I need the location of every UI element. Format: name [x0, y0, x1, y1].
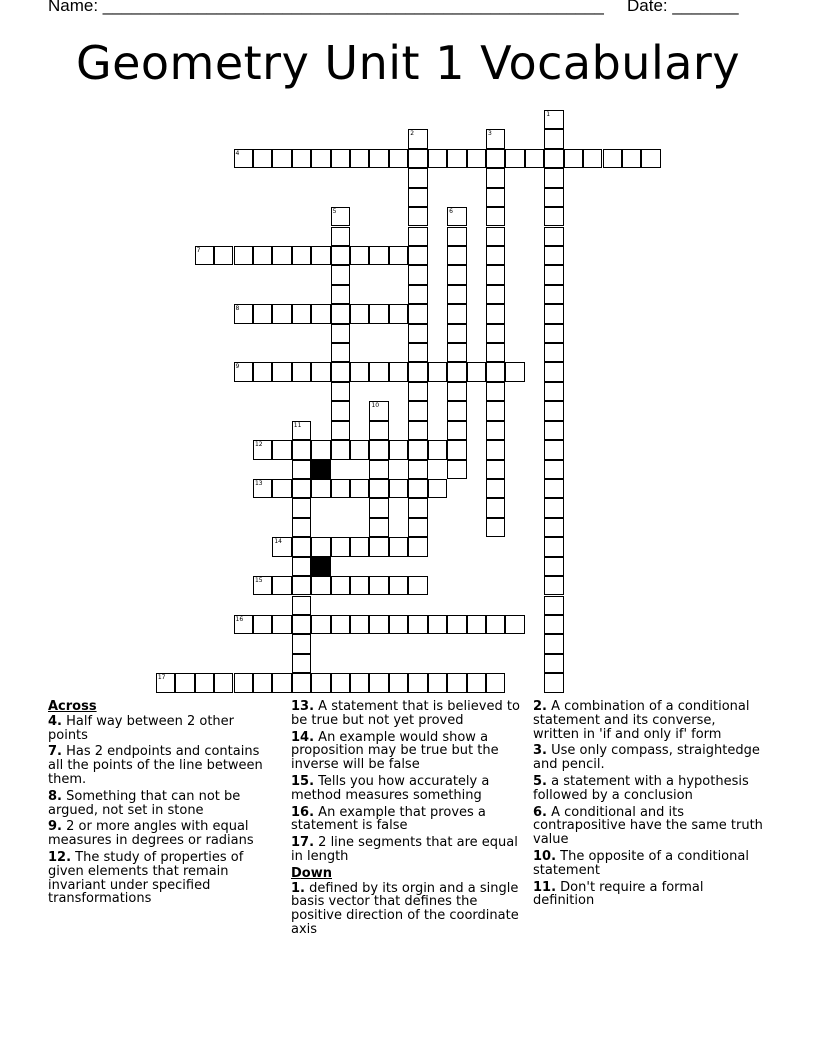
- crossword-cell[interactable]: [408, 324, 427, 343]
- crossword-cell[interactable]: [272, 246, 291, 265]
- crossword-cell[interactable]: [641, 149, 660, 168]
- crossword-cell[interactable]: [292, 596, 311, 615]
- crossword-cell[interactable]: [389, 149, 408, 168]
- crossword-cell[interactable]: [292, 440, 311, 459]
- crossword-cell[interactable]: [272, 673, 291, 692]
- crossword-cell[interactable]: [544, 421, 563, 440]
- crossword-cell[interactable]: [331, 246, 350, 265]
- crossword-cell[interactable]: [369, 537, 388, 556]
- clue-column-2: [291, 700, 523, 940]
- crossword-cell[interactable]: [428, 362, 447, 381]
- crossword-cell[interactable]: [292, 634, 311, 653]
- crossword-cell[interactable]: [369, 479, 388, 498]
- crossword-cell[interactable]: [486, 188, 505, 207]
- crossword-cell[interactable]: [350, 537, 369, 556]
- crossword-cell[interactable]: [389, 304, 408, 323]
- crossword-cell[interactable]: [408, 304, 427, 323]
- crossword-cell[interactable]: [544, 149, 563, 168]
- crossword-cell[interactable]: [467, 615, 486, 634]
- crossword-cell[interactable]: [486, 149, 505, 168]
- crossword-cell[interactable]: [272, 362, 291, 381]
- crossword-cell[interactable]: [544, 634, 563, 653]
- crossword-cell[interactable]: [544, 304, 563, 323]
- crossword-cell[interactable]: [350, 362, 369, 381]
- crossword-cell[interactable]: [311, 362, 330, 381]
- crossword-cell[interactable]: [408, 498, 427, 517]
- crossword-cell[interactable]: [253, 576, 272, 595]
- crossword-cell[interactable]: [331, 149, 350, 168]
- crossword-cell[interactable]: [622, 149, 641, 168]
- crossword-cell[interactable]: [583, 149, 602, 168]
- clue-down-5: 5. a statement with a hypothesis followed by a conclusion: [533, 773, 749, 803]
- crossword-cell[interactable]: [253, 479, 272, 498]
- crossword-cell[interactable]: [331, 479, 350, 498]
- clue-down-3: 3. Use only compass, straightedge and pencil.: [533, 743, 760, 773]
- crossword-cell[interactable]: [486, 518, 505, 537]
- crossword-cell[interactable]: [389, 537, 408, 556]
- crossword-cell[interactable]: [486, 673, 505, 692]
- crossword-block: [311, 460, 330, 479]
- crossword-cell[interactable]: [389, 479, 408, 498]
- crossword-cell[interactable]: [447, 246, 466, 265]
- crossword-cell[interactable]: [544, 265, 563, 284]
- page-title: Geometry Unit 1 Vocabulary: [75, 36, 741, 90]
- crossword-cell[interactable]: [369, 460, 388, 479]
- crossword-cell[interactable]: [544, 362, 563, 381]
- crossword-cell[interactable]: [389, 673, 408, 692]
- crossword-cell[interactable]: [486, 168, 505, 187]
- crossword-block: [311, 557, 330, 576]
- clue-across-7: 7. Has 2 endpoints and contains all the points of the line between them.: [48, 744, 263, 787]
- crossword-cell[interactable]: [428, 673, 447, 692]
- clue-down-11: 11. Don't require a formal definition: [533, 879, 704, 909]
- cell-number: 14: [274, 538, 282, 546]
- crossword-cell[interactable]: [447, 615, 466, 634]
- crossword-cell[interactable]: [292, 557, 311, 576]
- crossword-cell[interactable]: [272, 615, 291, 634]
- crossword-cell[interactable]: [486, 615, 505, 634]
- crossword-cell[interactable]: [369, 149, 388, 168]
- crossword-cell[interactable]: [331, 227, 350, 246]
- crossword-cell[interactable]: [486, 285, 505, 304]
- crossword-cell[interactable]: [447, 673, 466, 692]
- crossword-cell[interactable]: [428, 440, 447, 459]
- cell-number: 12: [254, 441, 263, 449]
- crossword-cell[interactable]: [408, 537, 427, 556]
- crossword-cell[interactable]: [428, 615, 447, 634]
- crossword-cell[interactable]: [292, 460, 311, 479]
- crossword-cell[interactable]: [369, 362, 388, 381]
- crossword-cell[interactable]: [544, 498, 563, 517]
- crossword-cell[interactable]: [467, 362, 486, 381]
- crossword-cell[interactable]: [331, 285, 350, 304]
- crossword-cell[interactable]: [369, 673, 388, 692]
- crossword-cell[interactable]: [311, 576, 330, 595]
- crossword-cell[interactable]: [331, 265, 350, 284]
- crossword-cell[interactable]: [272, 149, 291, 168]
- crossword-cell[interactable]: [311, 615, 330, 634]
- clue-column-1: [48, 700, 273, 909]
- cell-number: 3: [487, 130, 492, 138]
- crossword-cell[interactable]: [505, 149, 524, 168]
- crossword-cell[interactable]: [408, 207, 427, 226]
- crossword-cell[interactable]: [369, 421, 388, 440]
- crossword-cell[interactable]: [331, 382, 350, 401]
- crossword-cell[interactable]: [408, 227, 427, 246]
- crossword-cell[interactable]: [253, 673, 272, 692]
- crossword-cell[interactable]: [447, 460, 466, 479]
- crossword-cell[interactable]: [214, 673, 233, 692]
- crossword-cell[interactable]: [486, 362, 505, 381]
- crossword-cell[interactable]: [292, 246, 311, 265]
- crossword-cell[interactable]: [486, 498, 505, 517]
- crossword-cell[interactable]: [234, 246, 253, 265]
- crossword-cell[interactable]: [447, 285, 466, 304]
- cell-number: 11: [293, 421, 302, 429]
- cell-number: 15: [254, 577, 263, 585]
- crossword-cell[interactable]: [331, 440, 350, 459]
- name-field[interactable]: Name: _____________________________________________________: [48, 0, 604, 15]
- crossword-cell[interactable]: [292, 304, 311, 323]
- crossword-cell[interactable]: [544, 285, 563, 304]
- cell-number: 16: [235, 615, 244, 623]
- crossword-cell[interactable]: [389, 440, 408, 459]
- crossword-cell[interactable]: [292, 537, 311, 556]
- crossword-cell[interactable]: [389, 362, 408, 381]
- crossword-cell[interactable]: [350, 149, 369, 168]
- crossword-cell[interactable]: [331, 324, 350, 343]
- crossword-cell[interactable]: [408, 168, 427, 187]
- crossword-cell[interactable]: [544, 596, 563, 615]
- crossword-cell[interactable]: [272, 304, 291, 323]
- crossword-cell[interactable]: [350, 673, 369, 692]
- crossword-cell[interactable]: [253, 615, 272, 634]
- crossword-cell[interactable]: [331, 615, 350, 634]
- crossword-cell[interactable]: [544, 518, 563, 537]
- crossword-cell[interactable]: [292, 654, 311, 673]
- crossword-cell[interactable]: [544, 401, 563, 420]
- crossword-cell[interactable]: [389, 615, 408, 634]
- crossword-cell[interactable]: [195, 246, 214, 265]
- crossword-cell[interactable]: [292, 615, 311, 634]
- crossword-cell[interactable]: [234, 149, 253, 168]
- crossword-cell[interactable]: [486, 421, 505, 440]
- crossword-cell[interactable]: [467, 673, 486, 692]
- crossword-cell[interactable]: [253, 246, 272, 265]
- crossword-cell[interactable]: [544, 537, 563, 556]
- crossword-cell[interactable]: [214, 246, 233, 265]
- crossword-cell[interactable]: [408, 673, 427, 692]
- clue-across-9: 9. 2 or more angles with equal measures in degrees or radians: [48, 819, 254, 849]
- cell-number: 8: [235, 305, 240, 313]
- crossword-cell[interactable]: [447, 304, 466, 323]
- crossword-cell[interactable]: [544, 129, 563, 148]
- crossword-cell[interactable]: [408, 129, 427, 148]
- crossword-cell[interactable]: [311, 149, 330, 168]
- crossword-cell[interactable]: [234, 673, 253, 692]
- crossword-cell[interactable]: [544, 673, 563, 692]
- clue-across-12: 12. The study of properties of given elements that remain invariant under specified transformations: [48, 849, 244, 907]
- cell-number: 1: [546, 111, 551, 118]
- crossword-cell[interactable]: [292, 479, 311, 498]
- clue-down-10: 10. The opposite of a conditional statement: [533, 848, 749, 878]
- cell-number: 9: [235, 363, 240, 371]
- crossword-cell[interactable]: [350, 440, 369, 459]
- crossword-cell[interactable]: [195, 673, 214, 692]
- crossword-cell[interactable]: [544, 324, 563, 343]
- crossword-cell[interactable]: [544, 227, 563, 246]
- crossword-cell[interactable]: [292, 518, 311, 537]
- crossword-cell[interactable]: [272, 576, 291, 595]
- crossword-cell[interactable]: [525, 149, 544, 168]
- crossword-cell[interactable]: [486, 401, 505, 420]
- crossword-cell[interactable]: [369, 246, 388, 265]
- cell-number: 5: [332, 208, 337, 216]
- crossword-cell[interactable]: [311, 440, 330, 459]
- crossword-cell[interactable]: [331, 401, 350, 420]
- crossword-cell[interactable]: [447, 440, 466, 459]
- crossword-cell[interactable]: [544, 168, 563, 187]
- crossword-cell[interactable]: [408, 246, 427, 265]
- crossword-cell[interactable]: [331, 343, 350, 362]
- crossword-cell[interactable]: [331, 421, 350, 440]
- crossword-cell[interactable]: [292, 149, 311, 168]
- crossword-cell[interactable]: [175, 673, 194, 692]
- crossword-cell[interactable]: [311, 304, 330, 323]
- crossword-cell[interactable]: [311, 537, 330, 556]
- crossword-cell[interactable]: [331, 304, 350, 323]
- crossword-cell[interactable]: [544, 576, 563, 595]
- crossword-cell[interactable]: [350, 615, 369, 634]
- crossword-cell[interactable]: [408, 149, 427, 168]
- crossword-cell[interactable]: [408, 421, 427, 440]
- crossword-cell[interactable]: [544, 110, 563, 129]
- crossword-cell[interactable]: [369, 615, 388, 634]
- clue-across-16: 16. An example that proves a statement is false: [291, 804, 486, 834]
- crossword-cell[interactable]: [544, 615, 563, 634]
- across-heading: Across: [48, 699, 97, 714]
- crossword-cell[interactable]: [544, 479, 563, 498]
- crossword-cell[interactable]: [447, 265, 466, 284]
- crossword-cell[interactable]: [486, 440, 505, 459]
- crossword-cell[interactable]: [447, 401, 466, 420]
- cell-number: 13: [254, 479, 263, 487]
- crossword-cell[interactable]: [389, 246, 408, 265]
- crossword-cell[interactable]: [234, 304, 253, 323]
- crossword-cell[interactable]: [467, 149, 486, 168]
- cell-number: 10: [371, 402, 380, 410]
- crossword-cell[interactable]: [408, 576, 427, 595]
- crossword-cell[interactable]: [272, 537, 291, 556]
- crossword-cell[interactable]: [486, 129, 505, 148]
- crossword-cell[interactable]: [544, 557, 563, 576]
- crossword-cell[interactable]: [447, 149, 466, 168]
- crossword-cell[interactable]: [331, 537, 350, 556]
- crossword-cell[interactable]: [408, 518, 427, 537]
- crossword-cell[interactable]: [408, 343, 427, 362]
- crossword-cell[interactable]: [311, 246, 330, 265]
- cell-number: 4: [235, 149, 240, 157]
- clue-across-17: 17. 2 line segments that are equal in length: [291, 835, 518, 864]
- clue-down-6: 6. A conditional and its contrapositive have the same truth value: [533, 804, 763, 848]
- crossword-cell[interactable]: [292, 673, 311, 692]
- crossword-cell[interactable]: [544, 382, 563, 401]
- crossword-cell[interactable]: [253, 362, 272, 381]
- crossword-cell[interactable]: [272, 479, 291, 498]
- clue-down-1: 1. defined by its orgin and a single basis vector that defines the positive direction of the coordinate axis: [291, 880, 519, 937]
- clue-across-8: 8. Something that can not be argued, not set in stone: [48, 788, 241, 818]
- crossword-cell[interactable]: [253, 440, 272, 459]
- crossword-cell[interactable]: [428, 149, 447, 168]
- crossword-cell[interactable]: [428, 479, 447, 498]
- crossword-cell[interactable]: [234, 615, 253, 634]
- crossword-cell[interactable]: [447, 362, 466, 381]
- crossword-cell[interactable]: [486, 207, 505, 226]
- crossword-cell[interactable]: [486, 460, 505, 479]
- crossword-cell[interactable]: [350, 576, 369, 595]
- crossword-cell[interactable]: [544, 654, 563, 673]
- crossword-cell[interactable]: [486, 382, 505, 401]
- crossword-cell[interactable]: [486, 343, 505, 362]
- crossword-cell[interactable]: [505, 362, 524, 381]
- crossword-cell[interactable]: [331, 362, 350, 381]
- crossword-cell[interactable]: [408, 362, 427, 381]
- crossword-cell[interactable]: [447, 421, 466, 440]
- crossword-cell[interactable]: [292, 498, 311, 517]
- cell-number: 6: [449, 208, 453, 216]
- cell-number: 2: [410, 130, 415, 138]
- clue-across-14: 14. An example would show a proposition may be true but the inverse will be false: [291, 729, 499, 773]
- crossword-cell[interactable]: [447, 343, 466, 362]
- crossword-cell[interactable]: [369, 304, 388, 323]
- crossword-cell[interactable]: [369, 498, 388, 517]
- crossword-cell[interactable]: [486, 265, 505, 284]
- clue-column-3: [533, 700, 765, 911]
- clue-down-2: 2. A combination of a conditional statement and its converse, written in 'if and only if' form: [533, 699, 750, 742]
- crossword-cell[interactable]: [389, 576, 408, 595]
- crossword-cell[interactable]: [292, 362, 311, 381]
- crossword-cell[interactable]: [544, 343, 563, 362]
- crossword-cell[interactable]: [447, 382, 466, 401]
- crossword-cell[interactable]: [350, 246, 369, 265]
- crossword-cell[interactable]: [408, 188, 427, 207]
- crossword-cell[interactable]: [486, 324, 505, 343]
- crossword-cell[interactable]: [350, 479, 369, 498]
- crossword-cell[interactable]: [369, 518, 388, 537]
- crossword-cell[interactable]: [156, 673, 175, 692]
- crossword-cell[interactable]: [544, 188, 563, 207]
- crossword-cell[interactable]: [564, 149, 583, 168]
- crossword-cell[interactable]: [408, 440, 427, 459]
- crossword-cell[interactable]: [486, 304, 505, 323]
- crossword-cell[interactable]: [292, 421, 311, 440]
- crossword-cell[interactable]: [544, 207, 563, 226]
- crossword-cell[interactable]: [311, 673, 330, 692]
- cell-number: 17: [157, 674, 166, 682]
- crossword-cell[interactable]: [447, 227, 466, 246]
- crossword-cell[interactable]: [369, 401, 388, 420]
- crossword-cell[interactable]: [486, 479, 505, 498]
- crossword-cell[interactable]: [311, 479, 330, 498]
- crossword-cell[interactable]: [331, 673, 350, 692]
- clue-across-13: 13. A statement that is believed to be true but not yet proved: [291, 699, 520, 728]
- crossword-cell[interactable]: [408, 401, 427, 420]
- crossword-cell[interactable]: [350, 304, 369, 323]
- crossword-cell[interactable]: [486, 246, 505, 265]
- crossword-cell[interactable]: [505, 615, 524, 634]
- date-field[interactable]: Date: _______: [627, 0, 739, 15]
- crossword-cell[interactable]: [369, 440, 388, 459]
- crossword-cell[interactable]: [544, 460, 563, 479]
- crossword-cell[interactable]: [408, 615, 427, 634]
- crossword-cell[interactable]: [253, 304, 272, 323]
- clue-across-15: 15. Tells you how accurately a method measures something: [291, 773, 490, 803]
- crossword-cell[interactable]: [331, 576, 350, 595]
- crossword-cell[interactable]: [603, 149, 622, 168]
- crossword-cell[interactable]: [447, 324, 466, 343]
- crossword-cell[interactable]: [408, 382, 427, 401]
- down-heading: Down: [291, 865, 332, 881]
- crossword-cell[interactable]: [272, 440, 291, 459]
- crossword-cell[interactable]: [234, 362, 253, 381]
- crossword-cell[interactable]: [408, 479, 427, 498]
- crossword-cell[interactable]: [292, 576, 311, 595]
- crossword-cell[interactable]: [408, 265, 427, 284]
- crossword-cell[interactable]: [486, 227, 505, 246]
- crossword-cell[interactable]: [544, 440, 563, 459]
- crossword-cell[interactable]: [544, 246, 563, 265]
- crossword-cell[interactable]: [253, 149, 272, 168]
- crossword-cell[interactable]: [408, 285, 427, 304]
- crossword-cell[interactable]: [331, 207, 350, 226]
- crossword-cell[interactable]: [408, 460, 427, 479]
- cell-number: 7: [196, 246, 201, 254]
- crossword-cell[interactable]: [447, 207, 466, 226]
- crossword-cell[interactable]: [369, 576, 388, 595]
- clue-across-4: 4. Half way between 2 other points: [48, 713, 234, 743]
